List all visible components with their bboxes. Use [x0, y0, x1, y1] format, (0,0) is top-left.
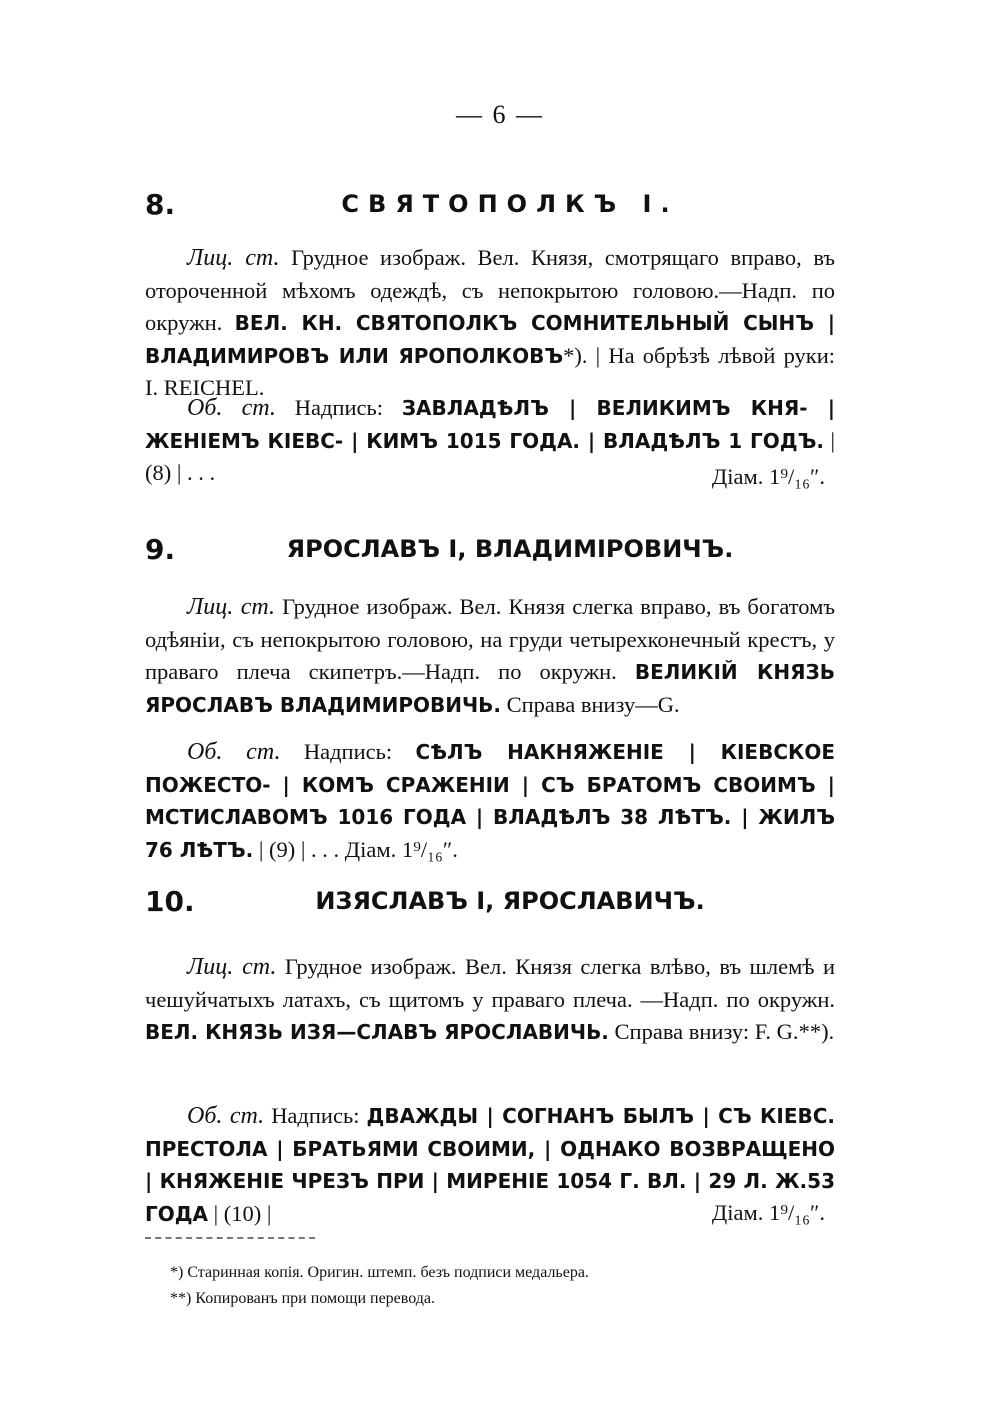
entry-heading: [145, 188, 835, 228]
reverse-inscription: ДВАЖДЫ | СОГНАНЪ БЫЛЪ | СЪ КIЕВС. ПРЕСТОЛА | БРАТЬЯМИ СВОИМИ, | ОДНАКО ВОЗВРАЩЕНО | КНЯЖЕНIЕ ЧРЕЗЪ ПРИ | МИРЕНIЕ 1054 Г. ВЛ. | 29 Л. Ж.53 ГОДА: [145, 1104, 836, 1226]
obverse-description: [145, 242, 835, 405]
footnote-ref: **).: [798, 1019, 835, 1044]
obverse-inscription: ВЕЛ. КНЯЗЬ ИЗЯ—СЛАВЪ ЯРОСЛАВИЧЬ.: [145, 1020, 609, 1044]
obverse-inscription: ВЕЛ. КН. СВЯТОПОЛКЪ СОМНИТЕЛЬНЫЙ СЫНЪ | ВЛАДИМИРОВЪ ИЛИ ЯРОПОЛКОВЪ: [145, 311, 836, 368]
footnote: *) Старинная копiя. Оригин. штемп. безъ подписи медальера.: [170, 1264, 589, 1281]
obverse-label: Лиц. ст.: [187, 954, 277, 980]
obverse-text-cont: Справа внизу—: [506, 691, 658, 717]
obverse-text-cont: Справа внизу:: [614, 1019, 750, 1044]
entry-title: ЯРОСЛАВЪ I, ВЛАДИМIРОВИЧЪ.: [286, 535, 734, 563]
reverse-label: Об. ст.: [187, 1103, 265, 1129]
reverse-text-cont: | (8) | . . .: [145, 427, 836, 485]
entry-title: СВЯТОПОЛКЪ I.: [341, 190, 679, 218]
reverse-text: Надпись:: [271, 1103, 360, 1128]
obverse-text: Грудное изображ. Вел. Князя слегка влѣво, въ шлемѣ и чешуйчатыхъ латахъ, съ щитомъ у праваго плеча. —Надп. по окружн.: [145, 954, 836, 1012]
obverse-inscription: ВЕЛИКIЙ КНЯЗЬ ЯРОСЛАВЪ ВЛАДИМИРОВИЧЬ.: [145, 660, 835, 717]
entry-title: ИЗЯСЛАВЪ I, ЯРОСЛАВИЧЪ.: [315, 887, 705, 915]
medallist-signature: G.: [657, 691, 680, 717]
obverse-label: Лиц. ст.: [187, 594, 275, 620]
reverse-inscription: СѢЛЪ НАКНЯЖЕНIЕ | КIЕВСКОЕ ПОЖЕСТО- | КОМЪ СРАЖЕНIИ | СЪ БРАТОМЪ СВОИМЪ | МСТИСЛАВОМЪ 1016 ГОДА | ВЛАДѢЛЪ 38 ЛѢТЪ. | ЖИЛЪ 76 ЛѢТЪ.: [145, 740, 836, 862]
entry-heading: [145, 533, 835, 573]
reverse-label: Об. ст.: [187, 739, 281, 765]
reverse-inscription: ЗАВЛАДѢЛЪ | ВЕЛИКИМЪ КНЯ- | ЖЕНIЕМЪ КIЕВС- | КИМЪ 1015 ГОДА. | ВЛАДѢЛЪ 1 ГОДЪ.: [145, 396, 836, 453]
obverse-text: Грудное изображ. Вел. Князя слегка вправо, въ богатомъ одѣянiи, съ непокрытою головою, на груди четырехконечный крестъ, у праваго плеча скипетръ.—Надп. по окружн.: [145, 594, 835, 684]
obverse-description: [145, 591, 835, 721]
reverse-label: Об. ст.: [187, 395, 276, 421]
obverse-text: Грудное изображ. Вел. Князя, смотрящаго вправо, въ отороченной мѣхомъ одеждѣ, съ непокрытою головою.—Надп. по окружн.: [145, 245, 836, 335]
footnote: **) Копированъ при помощи перевода.: [170, 1290, 435, 1307]
obverse-text-cont: *). | На обрѣзѣ лѣвой руки:: [563, 342, 835, 368]
entry-heading: [145, 885, 835, 925]
entry-number: 10.: [145, 885, 195, 918]
footnote-separator: [145, 1237, 315, 1239]
reverse-text: Надпись:: [303, 739, 393, 764]
reverse-description: [145, 736, 835, 866]
page-number: — 6 —: [456, 100, 544, 129]
reverse-text-cont: | (9) | . . . Дiам. 1⁹/₁₆″.: [258, 836, 458, 862]
entry-number: 9.: [145, 533, 176, 566]
entry-number: 8.: [145, 188, 176, 221]
diameter: Дiам. 1⁹/₁₆″.: [711, 1200, 825, 1225]
obverse-description: [145, 951, 835, 1049]
diameter: Дiам. 1⁹/₁₆″.: [711, 464, 825, 489]
reverse-text: Надпись:: [294, 395, 383, 420]
medallist-signature: F. G.: [754, 1019, 799, 1044]
reverse-text-cont: | (10) |: [213, 1200, 272, 1226]
medallist-signature: I. REICHEL.: [145, 375, 265, 400]
obverse-label: Лиц. ст.: [187, 245, 280, 271]
